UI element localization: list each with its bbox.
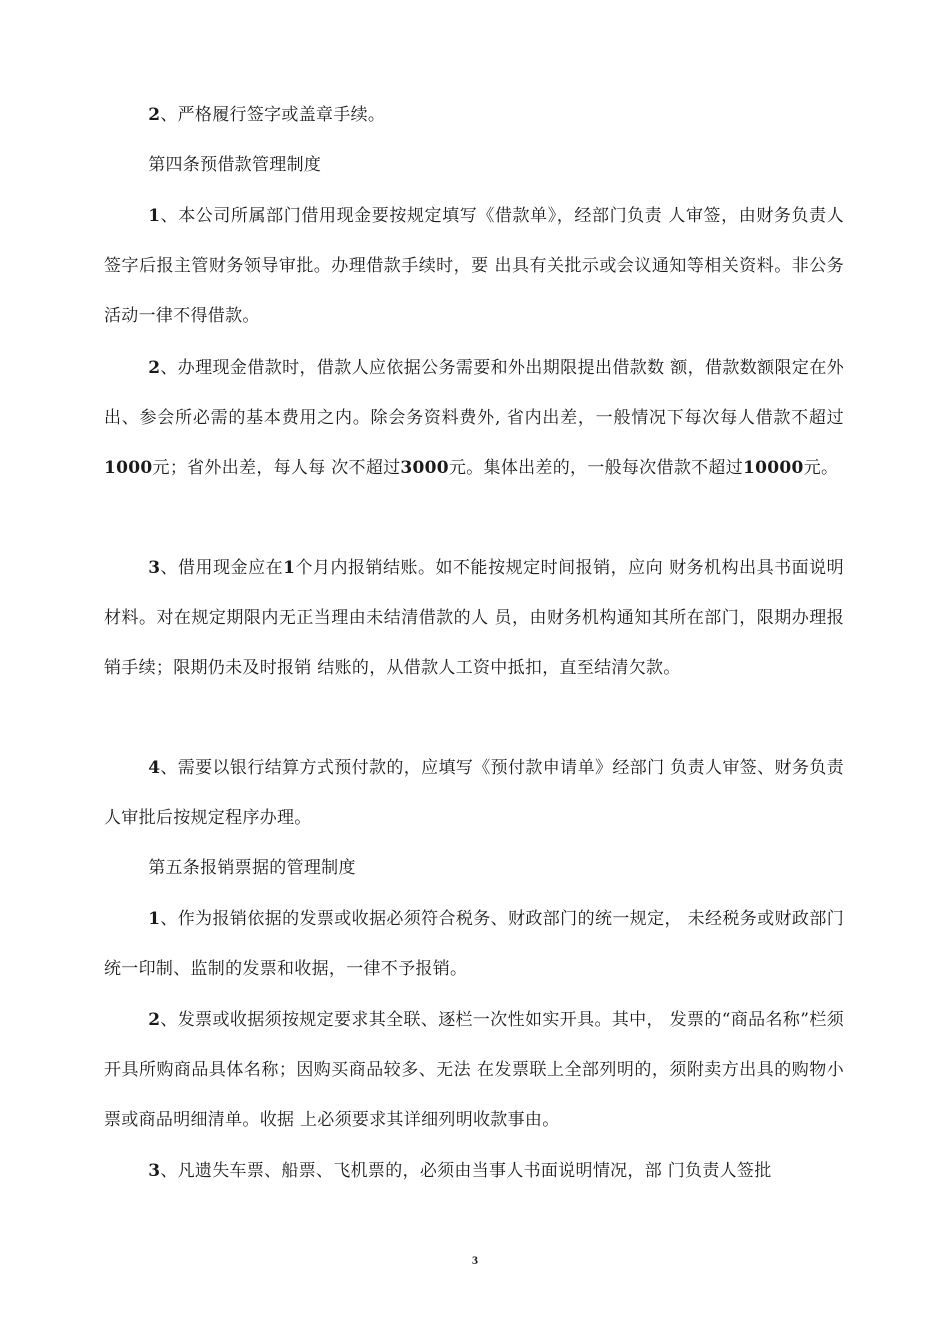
paragraph-text-cont: 元；省外出差，每人每 次不超过 (152, 458, 401, 478)
paragraph-loan-application (104, 191, 844, 341)
paragraph-text: 、严格履行签字或盖章手续。 (160, 105, 386, 125)
heading-text: 第四条预借款管理制度 (148, 155, 322, 175)
section-heading-article-5 (104, 843, 844, 893)
paragraph-text: 、作为报销依据的发票或收据必须符合税务、财政部门的统一规定， 未经税务或财政部门统一印制、监制的发票和收据，一律不予报销。 (104, 909, 844, 979)
paragraph-invoice-requirements (104, 894, 844, 994)
item-number: 1 (148, 206, 161, 226)
item-number: 3 (148, 558, 161, 578)
paragraph-sign-seal (104, 90, 844, 140)
item-number: 1 (148, 909, 161, 929)
paragraph-text: 、凡遗失车票、船票、飞机票的，必须由当事人书面说明情况，部 门负责人签批 (160, 1161, 772, 1181)
amount-1000: 1000 (104, 458, 153, 478)
heading-text: 第五条报销票据的管理制度 (148, 858, 356, 878)
paragraph-bank-prepayment (104, 743, 844, 843)
section-heading-article-4 (104, 140, 844, 190)
item-number: 2 (148, 105, 161, 125)
paragraph-text: 、需要以银行结算方式预付款的，应填写《预付款申请单》经部门 负责人审签、财务负责人审批后按规定程序办理。 (104, 758, 844, 828)
months-number: 1 (283, 558, 296, 578)
item-number: 2 (148, 358, 161, 378)
paragraph-repayment-period (104, 543, 844, 693)
paragraph-lost-tickets (104, 1146, 844, 1196)
paragraph-text: 、办理现金借款时，借款人应依据公务需要和外出期限提出借款数 额，借款数额限定在外出、参会所必需的基本费用之内。除会务资料费外, 省内出差，一般情况下每次每人借款不超过 (104, 358, 844, 428)
paragraph-invoice-issuance (104, 995, 844, 1145)
paragraph-text: 、借用现金应在 (160, 558, 284, 578)
paragraph-loan-limits (104, 343, 844, 493)
item-number: 3 (148, 1161, 161, 1181)
paragraph-text: 、发票或收据须按规定要求其全联、逐栏一次性如实开具。其中， 发票的“商品名称”栏须开具所购商品具体名称；因购买商品较多、无法 在发票联上全部列明的，须附卖方出具的购物小票或商品明细清单。收据 上必须要求其详细列明收款事由。 (104, 1010, 844, 1130)
amount-3000: 3000 (400, 458, 449, 478)
item-number: 4 (148, 758, 161, 778)
paragraph-text-cont: 个月内报销结账。如不能按规定时间报销，应向 财务机构出具书面说明材料。对在规定期限内无正当理由未结清借款的人 员，由财务机构通知其所在部门，限期办理报销手续；限期仍未及时报销 结账的，从借款人工资中抵扣，直至结清欠款。 (104, 558, 844, 678)
paragraph-text-end: 元。 (803, 458, 839, 478)
page-number: 3 (472, 1253, 478, 1267)
paragraph-text-cont: 元。集体出差的，一般每次借款不超过 (448, 458, 744, 478)
item-number: 2 (148, 1010, 161, 1030)
paragraph-text: 、本公司所属部门借用现金要按规定填写《借款单》，经部门负责 人审签，由财务负责人签字后报主管财务领导审批。办理借款手续时，要 出具有关批示或会议通知等相关资料。非公务活动一律不得借款。 (104, 206, 844, 326)
amount-10000: 10000 (743, 458, 804, 478)
